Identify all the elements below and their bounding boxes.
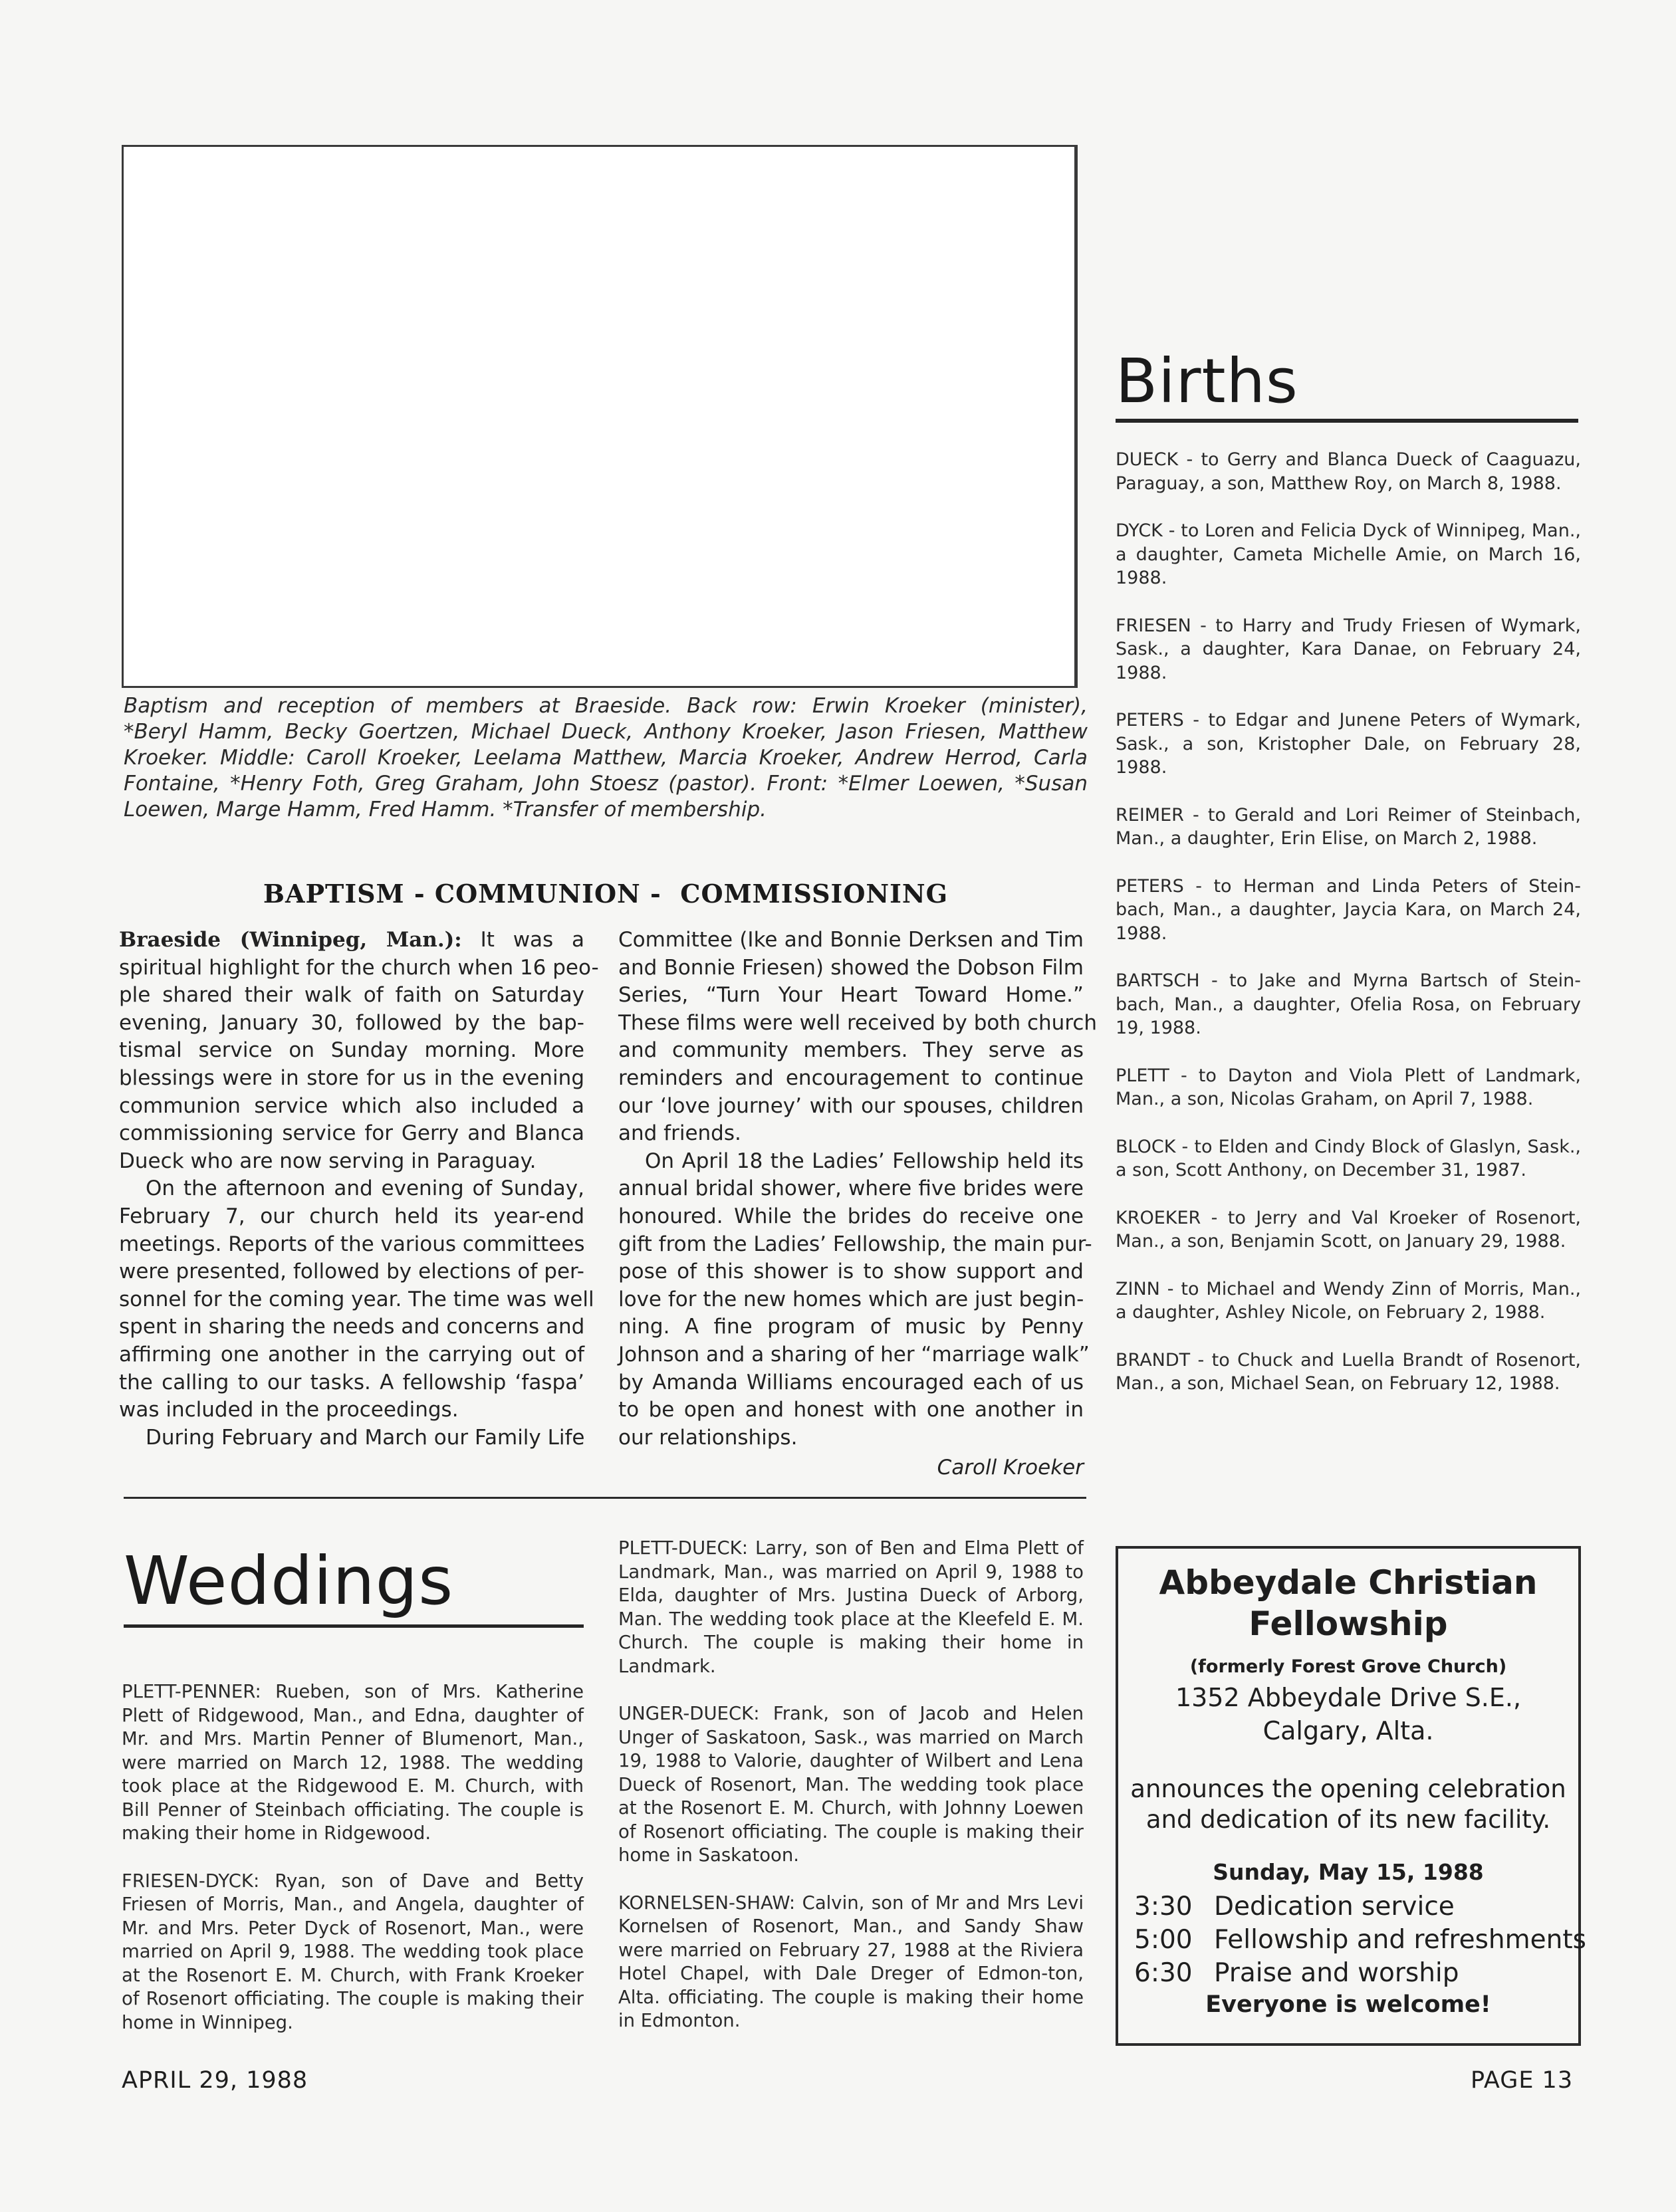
announcement-date: Sunday, May 15, 1988 <box>1213 1859 1484 1885</box>
article-line: gift from the Ladies’ Fellowship, the main pur- <box>618 1232 1092 1256</box>
birth-entry: PETERS - to Edgar and Junene Peters of Wymark, Sask., a son, Kristopher Dale, on February 28, 1988. <box>1116 710 1581 778</box>
article-line: commissioning service for Gerry and Blanca <box>119 1121 584 1146</box>
announcement-title-line: Abbeydale Christian <box>1159 1563 1538 1602</box>
birth-entry: KROEKER - to Jerry and Val Kroeker of Rosenort, Man., a son, Benjamin Scott, on January 29, 1988. <box>1116 1207 1581 1252</box>
article-line: Johnson and a sharing of her “marriage walk” <box>618 1342 1090 1367</box>
announcement-line: announces the opening celebration <box>1130 1775 1566 1803</box>
article-line: evening, January 30, followed by the bap- <box>119 1010 584 1035</box>
article-headline: BAPTISM - COMMUNION - COMMISSIONING <box>263 879 949 909</box>
birth-entry: BLOCK - to Elden and Cindy Block of Glaslyn, Sask., a son, Scott Anthony, on December 31, 1987. <box>1116 1136 1581 1180</box>
article-line: meetings. Reports of the various committees <box>119 1232 585 1256</box>
birth-entry: BARTSCH - to Jake and Myrna Bartsch of Stein-bach, Man., a daughter, Ofelia Rosa, on February 19, 1988. <box>1116 970 1581 1038</box>
article-line: was included in the proceedings. <box>119 1398 459 1422</box>
announcement-subtitle: (formerly Forest Grove Church) <box>1189 1656 1507 1677</box>
article-line: the calling to our tasks. A fellowship ‘faspa’ <box>119 1370 584 1394</box>
weddings-column-2 <box>618 1537 1084 2057</box>
article-line: Braeside (Winnipeg, Man.): It was a <box>119 928 585 952</box>
footer-date: APRIL 29, 1988 <box>122 2067 308 2094</box>
birth-entry: ZINN - to Michael and Wendy Zinn of Morris, Man., a daughter, Ashley Nicole, on February 2, 1988. <box>1116 1278 1581 1323</box>
announcement-title <box>1118 1562 1578 1644</box>
article-line: reminders and encouragement to continue <box>618 1065 1084 1090</box>
article-line: Committee (Ike and Bonnie Derksen and Tim <box>618 928 1084 952</box>
article-line: On the afternoon and evening of Sunday, <box>146 1176 584 1201</box>
schedule-event: Dedication service <box>1214 1892 1455 1922</box>
article-line: to be open and honest with one another in <box>618 1398 1084 1422</box>
caption-line: *Beryl Hamm, Becky Goertzen, Michael Dueck, Anthony Kroeker, Jason Friesen, Matthew <box>124 720 1088 744</box>
birth-entry: REIMER - to Gerald and Lori Reimer of Steinbach, Man., a daughter, Erin Elise, on March 2, 1988. <box>1116 804 1581 849</box>
birth-entry: FRIESEN - to Harry and Trudy Friesen of Wymark, Sask., a daughter, Kara Danae, on February 24, 1988. <box>1116 615 1581 683</box>
address-line: 1352 Abbeydale Drive S.E., <box>1175 1683 1522 1712</box>
announcement-text <box>1118 1774 1578 1835</box>
announcement-welcome: Everyone is welcome! <box>1205 1991 1491 2018</box>
wedding-entry: PLETT-DUECK: Larry, son of Ben and Elma Plett of Landmark, Man., was married on April 9, 1988 to Elda, daughter of Mrs. Justina Dueck of Arborg, Man. The wedding took place at the Kleefeld E. M. Church. The couple is making their home in Landmark. <box>618 1537 1084 1677</box>
article-line: During February and March our Family Life <box>146 1425 585 1450</box>
article-line: communion service which also included a <box>119 1093 584 1118</box>
article-line: spent in sharing the needs and concerns and <box>119 1315 585 1339</box>
article-line: and Bonnie Friesen) showed the Dobson Film <box>618 955 1084 980</box>
announcement-box <box>1116 1546 1586 2046</box>
article-line: ning. A fine program of music by Penny <box>618 1315 1084 1339</box>
article-line: pose of this shower is to show support and <box>618 1260 1084 1284</box>
wedding-entry: PLETT-PENNER: Rueben, son of Mrs. Katherine Plett of Ridgewood, Man., and Edna, daughter of Mr. and Mrs. Martin Penner of Blumenort, Man., were married on March 12, 1988. The wedding took place at the Ridgewood E. M. Church, with Bill Penner of Steinbach officiating. The couple is making their home in Ridgewood. <box>122 1681 584 1844</box>
schedule-time: 5:00 <box>1134 1925 1193 1955</box>
caption-line: Fontaine, *Henry Foth, Greg Graham, John Stoesz (pastor). Front: *Elmer Loewen, *Susan <box>124 772 1088 796</box>
schedule-row <box>1134 1890 1578 1924</box>
photo-frame <box>122 145 1078 688</box>
article-line: by Amanda Williams encouraged each of us <box>618 1370 1084 1394</box>
article-line: annual bridal shower, where five brides were <box>618 1176 1084 1201</box>
wedding-entry: FRIESEN-DYCK: Ryan, son of Dave and Betty Friesen of Morris, Man., and Angela, daughter of Mr. and Mrs. Peter Dyck of Rosenort, Man., were married on April 9, 1988. The wedding took place at the Rosenort E. M. Church, with Frank Kroeker of Rosenort officiating. The couple is making their home in Winnipeg. <box>122 1870 584 2033</box>
caption-line: Baptism and reception of members at Braeside. Back row: Erwin Kroeker (minister), <box>124 694 1088 718</box>
weddings-column-1 <box>122 1680 584 2058</box>
article-line: affirming one another in the carrying out of <box>119 1342 584 1367</box>
schedule-time: 3:30 <box>1134 1892 1193 1922</box>
article-column-2 <box>618 927 1098 1452</box>
birth-entry: BRANDT - to Chuck and Luella Brandt of Rosenort, Man., a son, Michael Sean, on February 12, 1988. <box>1116 1349 1581 1394</box>
address-line: Calgary, Alta. <box>1262 1716 1434 1745</box>
article-line: blessings were in store for us in the evening <box>119 1065 584 1090</box>
article-signature: Caroll Kroeker <box>937 1456 1084 1480</box>
article-line: honoured. While the brides do receive one <box>618 1204 1084 1228</box>
announcement-title-line: Fellowship <box>1249 1604 1448 1643</box>
article-line: our ‘love journey’ with our spouses, children <box>618 1093 1084 1118</box>
births-heading: Births <box>1116 346 1298 417</box>
article-line: sonnel for the coming year. The time was well <box>119 1287 594 1311</box>
photo-caption <box>124 693 1088 823</box>
article-line: and community members. They serve as <box>618 1038 1084 1063</box>
article-dateline: Braeside (Winnipeg, Man.): <box>119 928 462 952</box>
schedule-event: Fellowship and refreshments <box>1214 1925 1586 1955</box>
caption-line: Kroeker. Middle: Caroll Kroeker, Leelama Matthew, Marcia Kroeker, Andrew Herrod, Carla <box>124 746 1088 770</box>
schedule-event: Praise and worship <box>1214 1958 1459 1988</box>
schedule-row <box>1134 1957 1578 1990</box>
footer-page-number: PAGE 13 <box>1471 2067 1574 2094</box>
article-line: tismal service on Sunday morning. More <box>119 1038 584 1063</box>
announcement-schedule <box>1134 1890 1586 1990</box>
article-line: love for the new homes which are just begin- <box>618 1287 1084 1311</box>
article-line: spiritual highlight for the church when 16 peo- <box>119 955 599 980</box>
section-divider <box>124 1497 1086 1499</box>
birth-entry: PLETT - to Dayton and Viola Plett of Landmark, Man., a son, Nicolas Graham, on April 7, 1988. <box>1116 1065 1581 1109</box>
article-column-1 <box>119 927 599 1452</box>
article-line: were presented, followed by elections of per- <box>119 1260 584 1284</box>
birth-entry: PETERS - to Herman and Linda Peters of Stein-bach, Man., a daughter, Jaycia Kara, on March 24, 1988. <box>1116 875 1581 944</box>
article-line: our relationships. <box>618 1425 798 1450</box>
birth-entry: DUECK - to Gerry and Blanca Dueck of Caaguazu, Paraguay, a son, Matthew Roy, on March 8, 1988. <box>1116 449 1581 494</box>
schedule-time: 6:30 <box>1134 1958 1193 1988</box>
article-line: Series, “Turn Your Heart Toward Home.” <box>618 983 1084 1008</box>
schedule-row <box>1134 1924 1586 1957</box>
weddings-heading: Weddings <box>124 1542 454 1620</box>
article-line: February 7, our church held its year-end <box>119 1204 584 1228</box>
wedding-entry: KORNELSEN-SHAW: Calvin, son of Mr and Mrs Levi Kornelsen of Rosenort, Man., and Sandy Shaw were married on February 27, 1988 at the Riviera Hotel Chapel, with Dale Dreger of Edmon-ton, Alta. officiating. The couple is making their home in Edmonton. <box>618 1892 1084 2031</box>
article-line: and friends. <box>618 1121 741 1146</box>
article-line: On April 18 the Ladies’ Fellowship held its <box>645 1149 1084 1173</box>
births-list <box>1116 448 1581 1420</box>
birth-entry: DYCK - to Loren and Felicia Dyck of Winnipeg, Man., a daughter, Cameta Michelle Amie, on March 16, 1988. <box>1116 520 1581 588</box>
weddings-rule <box>124 1624 584 1628</box>
article-line: ple shared their walk of faith on Saturday <box>119 983 584 1008</box>
births-rule <box>1116 419 1578 423</box>
article-line: These films were well received by both church <box>618 1010 1098 1035</box>
announcement-address <box>1118 1681 1578 1747</box>
article-line: Dueck who are now serving in Paraguay. <box>119 1149 537 1173</box>
caption-line: Loewen, Marge Hamm, Fred Hamm. *Transfer of membership. <box>124 798 767 822</box>
wedding-entry: UNGER-DUECK: Frank, son of Jacob and Helen Unger of Saskatoon, Sask., was married on March 19, 1988 to Valorie, daughter of Wilbert and Lena Dueck of Rosenort, Man. The wedding took place at the Rosenort E. M. Church, with Johnny Loewen of Rosenort officiating. The couple is making their home in Saskatoon. <box>618 1703 1084 1866</box>
announcement-line: and dedication of its new facility. <box>1145 1805 1551 1834</box>
